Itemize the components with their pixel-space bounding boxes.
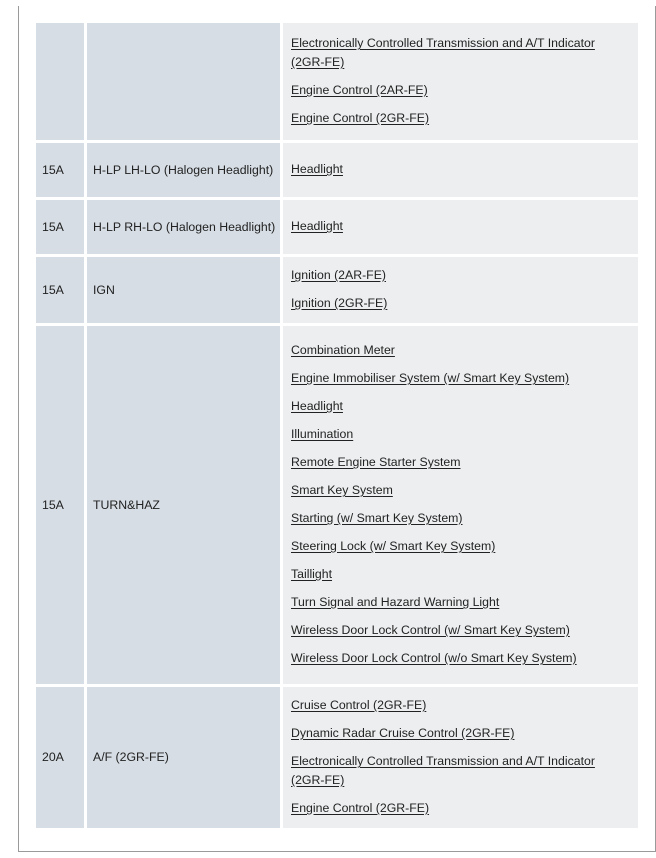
- system-link[interactable]: Ignition (2GR-FE): [291, 296, 388, 310]
- fuse-row: [36, 326, 638, 684]
- system-link[interactable]: Remote Engine Starter System: [291, 455, 461, 469]
- fuse-systems: [283, 687, 638, 828]
- fuse-table-body: [36, 23, 638, 828]
- fuse-systems: [283, 200, 638, 254]
- system-link[interactable]: Wireless Door Lock Control (w/ Smart Key System): [291, 623, 570, 637]
- system-link[interactable]: Engine Control (2GR-FE): [291, 801, 430, 815]
- system-link[interactable]: Wireless Door Lock Control (w/o Smart Key System): [291, 651, 577, 665]
- system-link[interactable]: Headlight: [291, 399, 343, 413]
- system-link[interactable]: Turn Signal and Hazard Warning Light: [291, 595, 500, 609]
- system-link[interactable]: Ignition (2AR-FE): [291, 268, 386, 282]
- system-link[interactable]: Combination Meter: [291, 343, 395, 357]
- system-link[interactable]: Smart Key System: [291, 483, 393, 497]
- fuse-name: H-LP RH-LO (Halogen Headlight): [87, 200, 280, 254]
- system-link[interactable]: Dynamic Radar Cruise Control (2GR-FE): [291, 726, 515, 740]
- fuse-systems: [283, 257, 638, 323]
- fuse-amperage: 15A: [36, 326, 84, 684]
- system-link[interactable]: Electronically Controlled Transmission and A/T Indicator (2GR-FE): [291, 754, 595, 787]
- system-link[interactable]: Engine Control (2AR-FE): [291, 83, 428, 97]
- fuse-amperage: 15A: [36, 257, 84, 323]
- fuse-name: TURN&HAZ: [87, 326, 280, 684]
- fuse-name: H-LP LH-LO (Halogen Headlight): [87, 143, 280, 197]
- fuse-row: [36, 23, 638, 140]
- fuse-row: [36, 200, 638, 254]
- system-link[interactable]: Starting (w/ Smart Key System): [291, 511, 463, 525]
- system-link[interactable]: Headlight: [291, 162, 343, 176]
- fuse-name: [87, 23, 280, 140]
- system-link[interactable]: Illumination: [291, 427, 354, 441]
- system-link[interactable]: Taillight: [291, 567, 333, 581]
- system-link[interactable]: Steering Lock (w/ Smart Key System): [291, 539, 496, 553]
- system-link[interactable]: Electronically Controlled Transmission and A/T Indicator (2GR-FE): [291, 36, 595, 69]
- fuse-row: [36, 257, 638, 323]
- system-link[interactable]: Headlight: [291, 219, 343, 233]
- fuse-amperage: [36, 23, 84, 140]
- fuse-row: [36, 143, 638, 197]
- fuse-systems: [283, 143, 638, 197]
- fuse-systems: [283, 326, 638, 684]
- fuse-name: IGN: [87, 257, 280, 323]
- fuse-systems: [283, 23, 638, 140]
- system-link[interactable]: Engine Immobiliser System (w/ Smart Key System): [291, 371, 570, 385]
- system-link[interactable]: Engine Control (2GR-FE): [291, 111, 430, 125]
- fuse-name: A/F (2GR-FE): [87, 687, 280, 828]
- fuse-amperage: 15A: [36, 200, 84, 254]
- fuse-table: [33, 20, 641, 831]
- fuse-row: [36, 687, 638, 828]
- fuse-amperage: 20A: [36, 687, 84, 828]
- system-link[interactable]: Cruise Control (2GR-FE): [291, 698, 427, 712]
- fuse-amperage: 15A: [36, 143, 84, 197]
